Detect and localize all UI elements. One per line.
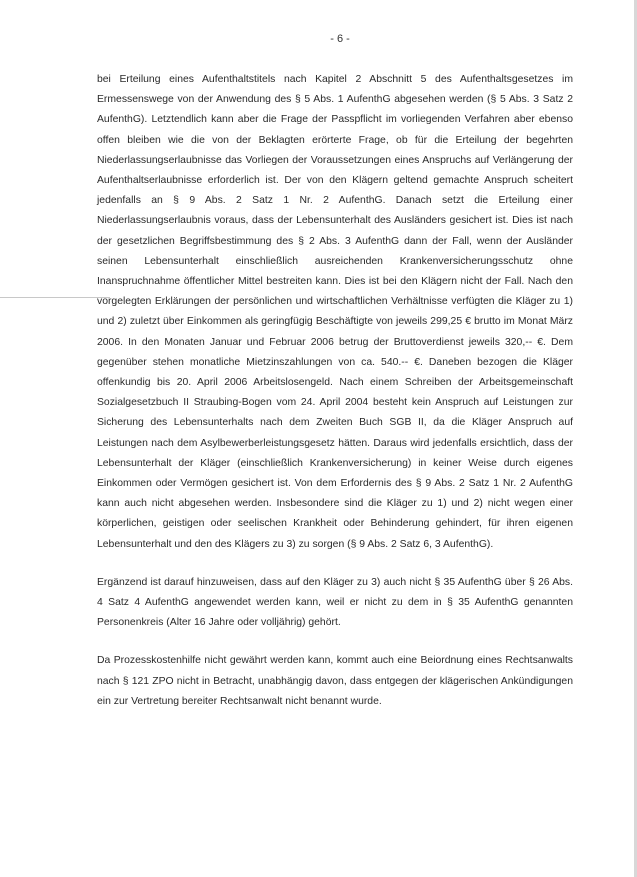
scan-fold-mark	[0, 297, 110, 298]
paragraph-legal-aid: Da Prozesskostenhilfe nicht gewährt werden kann, kommt auch eine Beiordnung eines Rechtsanwalts nach § 121 ZPO nicht in Betracht, unabhängig davon, dass entgegen der klägerischen Ankündigungen ein zur Vertretung bereiter Rechtsanwalt nicht benannt wurde.	[97, 655, 573, 707]
paragraph-residence-requirements: bei Erteilung eines Aufenthaltstitels nach Kapitel 2 Abschnitt 5 des Aufenthaltsgesetzes im Ermessenswege von der Anwendung des § 5 Abs. 1 AufenthG abgesehen werden (§ 5 Abs. 3 Satz 2 AufenthG). Letztendlich kann aber die Frage der Passpflicht im vorliegenden Verfahren aber ebenso offen bleiben wie die von der Beklagten erörterte Frage, ob für die Erteilung der begehrten Niederlassungserlaubnisse das Vorliegen der Voraussetzungen eines Anspruchs auf Verlängerung der Aufenthaltserlaubnisse erforderlich ist. Der von den Klägern geltend gemachte Anspruch scheitert jedenfalls an § 9 Abs. 2 Satz 1 Nr. 2 AufenthG. Danach setzt die Erteilung einer Niederlassungserlaubnis voraus, dass der Lebensunterhalt des Ausländers gesichert ist. Dies ist nach der gesetzlichen Begriffsbestimmung des § 2 Abs. 3 AufenthG dann der Fall, wenn der Ausländer seinen Lebensunterhalt einschließlich ausreichenden Krankenversicherungsschutz ohne Inanspruchnahme öffentlicher Mittel bestreiten kann. Dies ist bei den Klägern nicht der Fall. Nach den vorgelegten Erklärungen der persönlichen und wirtschaftlichen Verhältnisse verfügten die Kläger zu 1) und 2) zuletzt über Einkommen als geringfügig Beschäftigte von jeweils 299,25 € brutto im Monat März 2006. In den Monaten Januar und Februar 2006 betrug der Bruttoverdienst jeweils 320,-- €. Dem gegenüber stehen monatliche Mietzinszahlungen von ca. 540.-- €. Daneben bezogen die Kläger offenkundig bis 20. April 2006 Arbeitslosengeld. Nach einem Schreiben der Arbeitsgemeinschaft Sozialgesetzbuch II Straubing-Bogen vom 24. April 2004 besteht kein Anspruch auf Leistungen zur Sicherung des Lebensunterhalts nach dem Zweiten Buch SGB II, da die Kläger Anspruch auf Leistungen nach dem Asylbewerberleistungsgesetz hätten. Daraus wird jedenfalls ersichtlich, dass der Lebensunterhalt der Kläger (einschließlich Krankenversicherung) in keiner Weise durch eigenes Einkommen oder Vermögen gesichert ist. Von dem Erfordernis des § 9 Abs. 2 Satz 1 Nr. 2 AufenthG kann auch nicht abgesehen werden. Insbesondere sind die Kläger zu 1) und 2) nicht wegen einer körperlichen, geistigen oder seelischen Krankheit oder Behinderung gehindert, für ihren eigenen Lebensunterhalt und den des Klägers zu 3) zu sorgen (§ 9 Abs. 2 Satz 6, 3 AufenthG).	[97, 74, 573, 550]
page-number: - 6 -	[330, 33, 350, 45]
paragraph-plaintiff-three: Ergänzend ist darauf hinzuweisen, dass auf den Kläger zu 3) auch nicht § 35 AufenthG über § 26 Abs. 4 Satz 4 AufenthG angewendet werden kann, weil er nicht zu dem in § 35 AufenthG genannten Personenkreis (Alter 16 Jahre oder volljährig) gehört.	[97, 576, 573, 629]
document-body	[97, 70, 573, 712]
